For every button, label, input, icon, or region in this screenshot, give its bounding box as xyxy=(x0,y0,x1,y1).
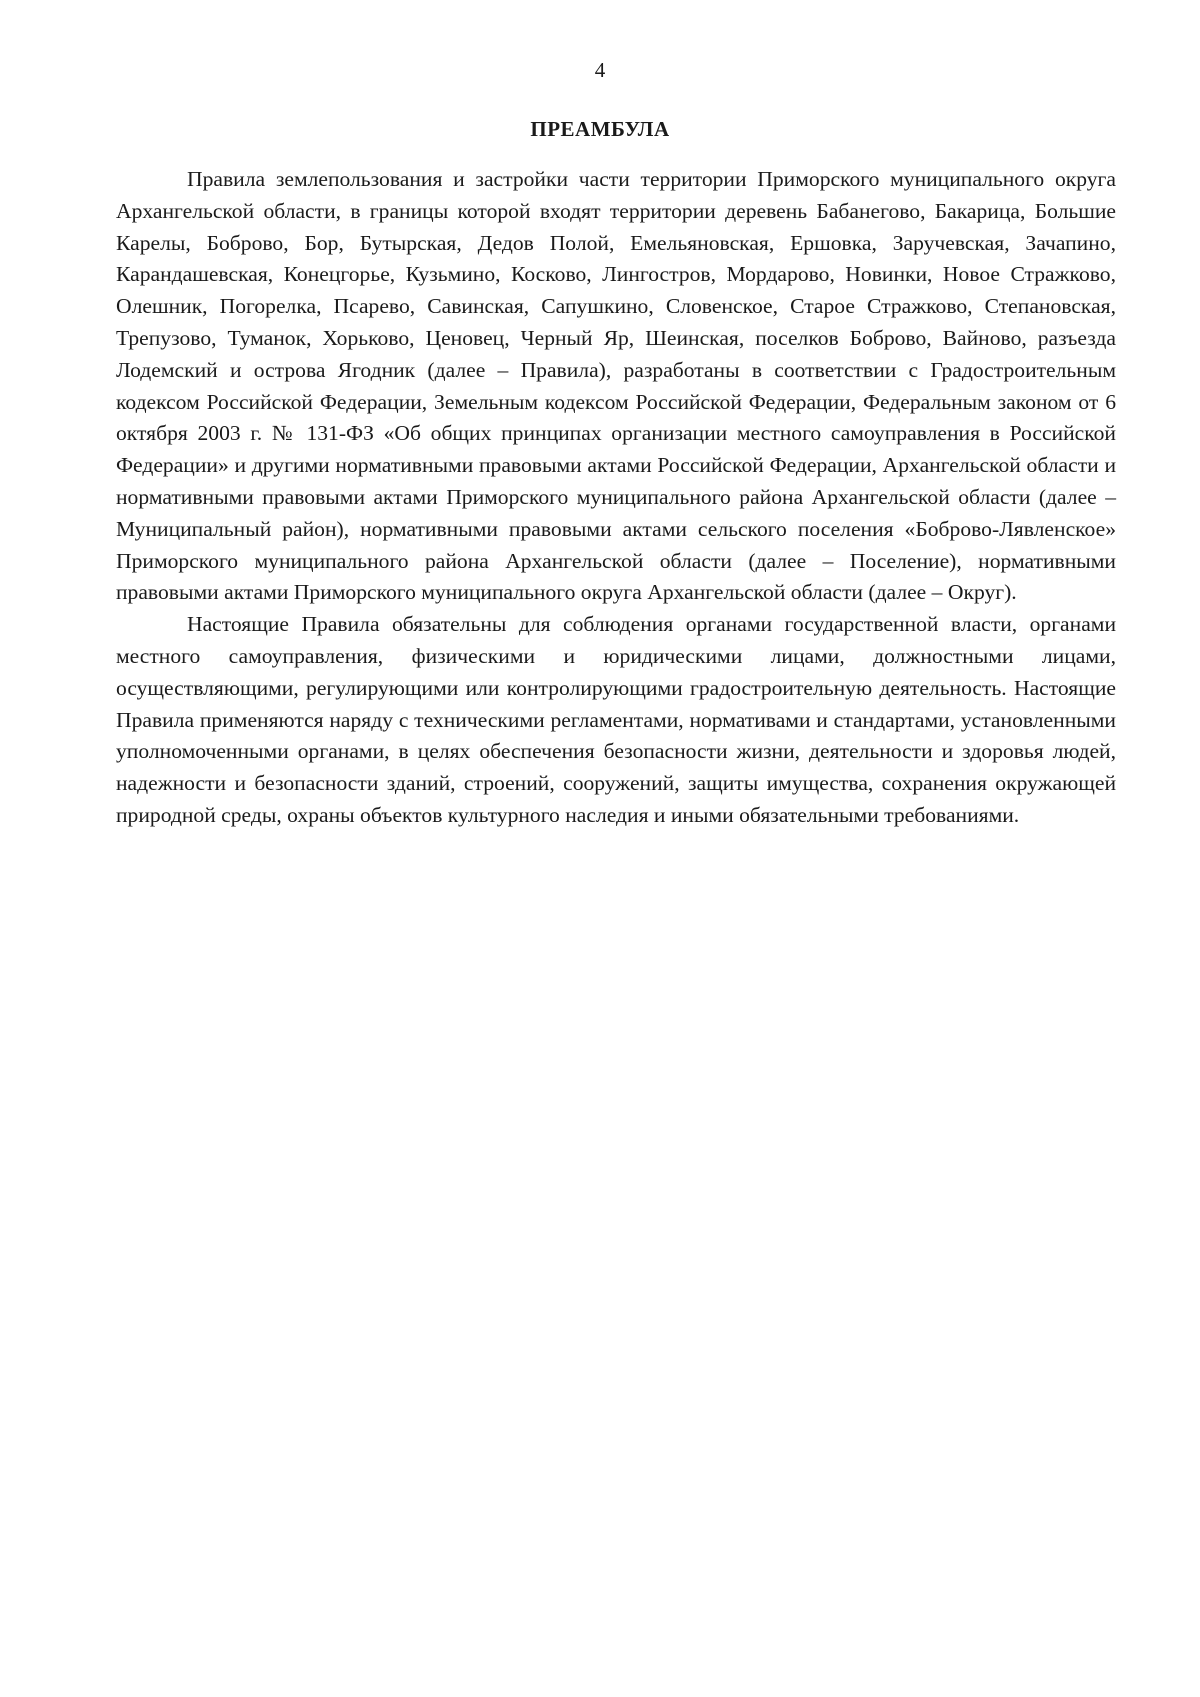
page-number: 4 xyxy=(594,58,606,82)
document-body xyxy=(116,164,1116,832)
paragraph-2: Настоящие Правила обязательны для соблюдения органами государственной власти, органами местного самоуправления, физическими и юридическими лицами, должностными лицами, осуществляющими, регулирующими или контролирующими градостроительную деятельность. Настоящие Правила применяются наряду с техническими регламентами, нормативами и стандартами, установленными уполномоченными органами, в целях обеспечения безопасности жизни, деятельности и здоровья людей, надежности и безопасности зданий, строений, сооружений, защиты имущества, сохранения окружающей природной среды, охраны объектов культурного наследия и иными обязательными требованиями. xyxy=(116,612,1116,827)
paragraph-1: Правила землепользования и застройки части территории Приморского муниципального округа Архангельской области, в границы которой входят территории деревень Бабанегово, Бакарица, Большие Карелы, Боброво, Бор, Бутырская, Дедов Полой, Емельяновская, Ершовка, Заручевская, Зачапино, Карандашевская, Конецгорье, Кузьмино, Косково, Лингостров, Мордарово, Новинки, Новое Стражково, Олешник, Погорелка, Псарево, Савинская, Сапушкино, Словенское, Старое Стражково, Степановская, Трепузово, Туманок, Хорьково, Ценовец, Черный Яр, Шеинская, поселков Боброво, Вайново, разъезда Лодемский и острова Ягодник (далее – Правила), разработаны в соответствии с Градостроительным кодексом Российской Федерации, Земельным кодексом Российской Федерации, Федеральным законом от 6 октября 2003 г. № 131-ФЗ «Об общих принципах организации местного самоуправления в Российской Федерации» и другими нормативными правовыми актами Российской Федерации, Архангельской области и нормативными правовыми актами Приморского муниципального района Архангельской области (далее – Муниципальный район), нормативными правовыми актами сельского поселения «Боброво-Лявленское» Приморского муниципального района Архангельской области (далее – Поселение), нормативными правовыми актами Приморского муниципального округа Архангельской области (далее – Округ). xyxy=(116,167,1116,605)
page-title: ПРЕАМБУЛА xyxy=(530,117,670,141)
